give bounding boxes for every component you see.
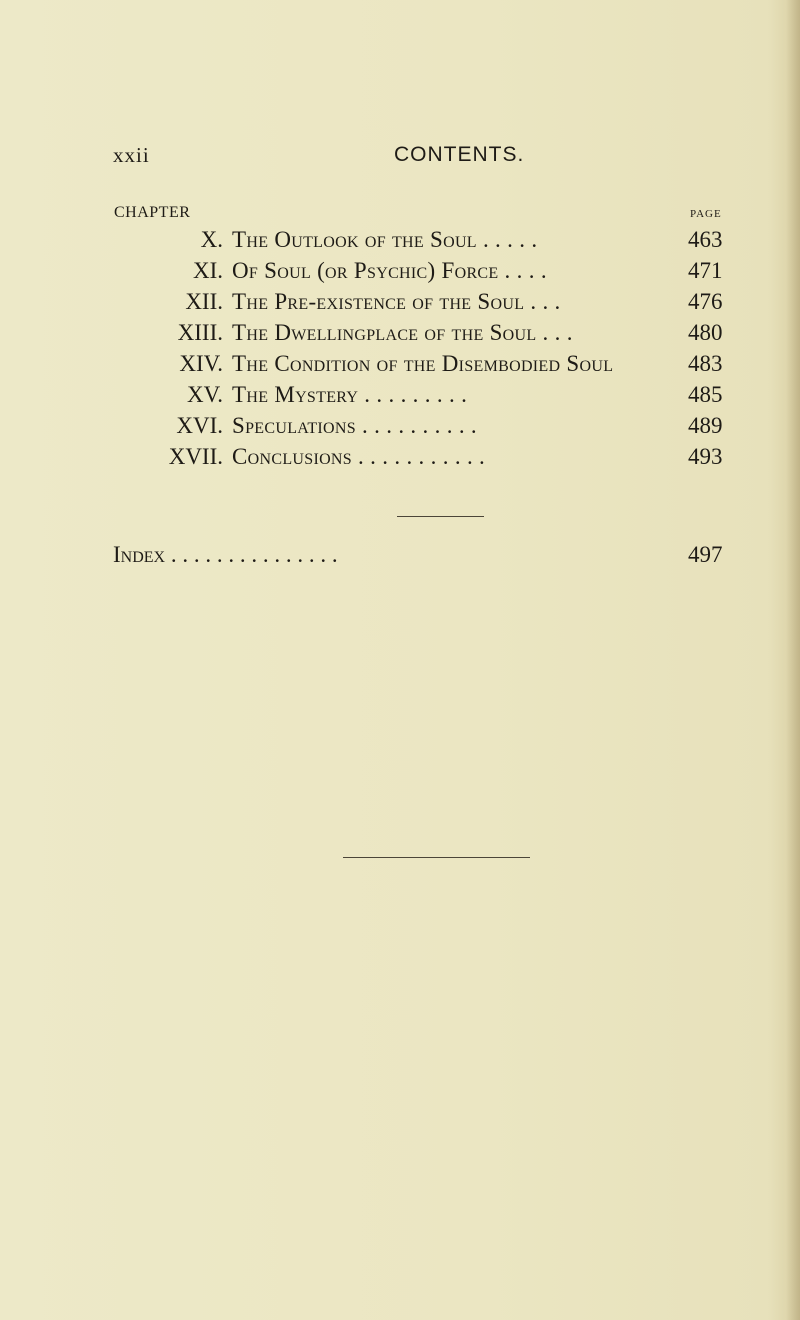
chapter-number: XII. xyxy=(185,289,223,314)
chapter-number: XI. xyxy=(192,258,223,283)
toc-entry xyxy=(0,413,800,443)
index-entry xyxy=(0,542,800,572)
chapter-column-heading: CHAPTER xyxy=(114,204,191,221)
toc-entry xyxy=(0,258,800,288)
chapter-title: The Dwellingplace of the Soul . . . xyxy=(232,320,573,345)
dot-leaders: . . . . . . . . . xyxy=(358,382,468,407)
dot-leaders: . . . . . . . . . . . xyxy=(352,444,486,469)
chapter-title: The Outlook of the Soul . . . . . xyxy=(232,227,538,252)
toc-entry xyxy=(0,227,800,257)
chapter-number: X. xyxy=(200,227,223,252)
dot-leaders: . . . . . xyxy=(476,227,538,252)
dot-leaders: . . . xyxy=(524,289,561,314)
end-rule xyxy=(343,857,530,858)
page-column-heading: PAGE xyxy=(690,208,722,220)
dot-leaders: . . . . xyxy=(498,258,547,283)
toc-entry xyxy=(0,320,800,350)
chapter-title: The Mystery . . . . . . . . . xyxy=(232,382,468,407)
chapter-title: The Pre-existence of the Soul . . . xyxy=(232,289,561,314)
page-ref: 471 xyxy=(688,258,723,283)
running-title: CONTENTS. xyxy=(394,143,525,166)
chapter-number: XVII. xyxy=(168,444,223,469)
chapter-number: XV. xyxy=(186,382,223,407)
page-ref: 493 xyxy=(688,444,723,469)
toc-entry xyxy=(0,289,800,319)
chapter-title: Speculations . . . . . . . . . . xyxy=(232,413,477,438)
chapter-number: XVI. xyxy=(176,413,223,438)
dot-leaders: . . . . . . . . . . . . . . . xyxy=(165,542,338,567)
dot-leaders: . . . . . . . . . . xyxy=(355,413,477,438)
running-head xyxy=(113,143,733,173)
page-ref: 483 xyxy=(688,351,723,376)
page-number: xxii xyxy=(113,143,150,167)
page-ref: 463 xyxy=(688,227,723,252)
toc-entry xyxy=(0,351,800,381)
chapter-number: XIII. xyxy=(177,320,223,345)
page-ref: 489 xyxy=(688,413,723,438)
index-page-ref: 497 xyxy=(688,542,723,567)
chapter-title: Of Soul (or Psychic) Force . . . . xyxy=(232,258,547,283)
index-title: Index . . . . . . . . . . . . . . . xyxy=(113,542,338,567)
page-edge xyxy=(786,0,800,1320)
page-ref: 485 xyxy=(688,382,723,407)
toc-entry xyxy=(0,382,800,412)
page-ref: 476 xyxy=(688,289,723,314)
page-ref: 480 xyxy=(688,320,723,345)
toc-entry xyxy=(0,444,800,474)
chapter-title: The Condition of the Disembodied Soul xyxy=(232,351,614,376)
chapter-number: XIV. xyxy=(179,351,223,376)
section-divider xyxy=(397,516,484,517)
chapter-title: Conclusions . . . . . . . . . . . xyxy=(232,444,486,469)
dot-leaders: . . . xyxy=(536,320,573,345)
